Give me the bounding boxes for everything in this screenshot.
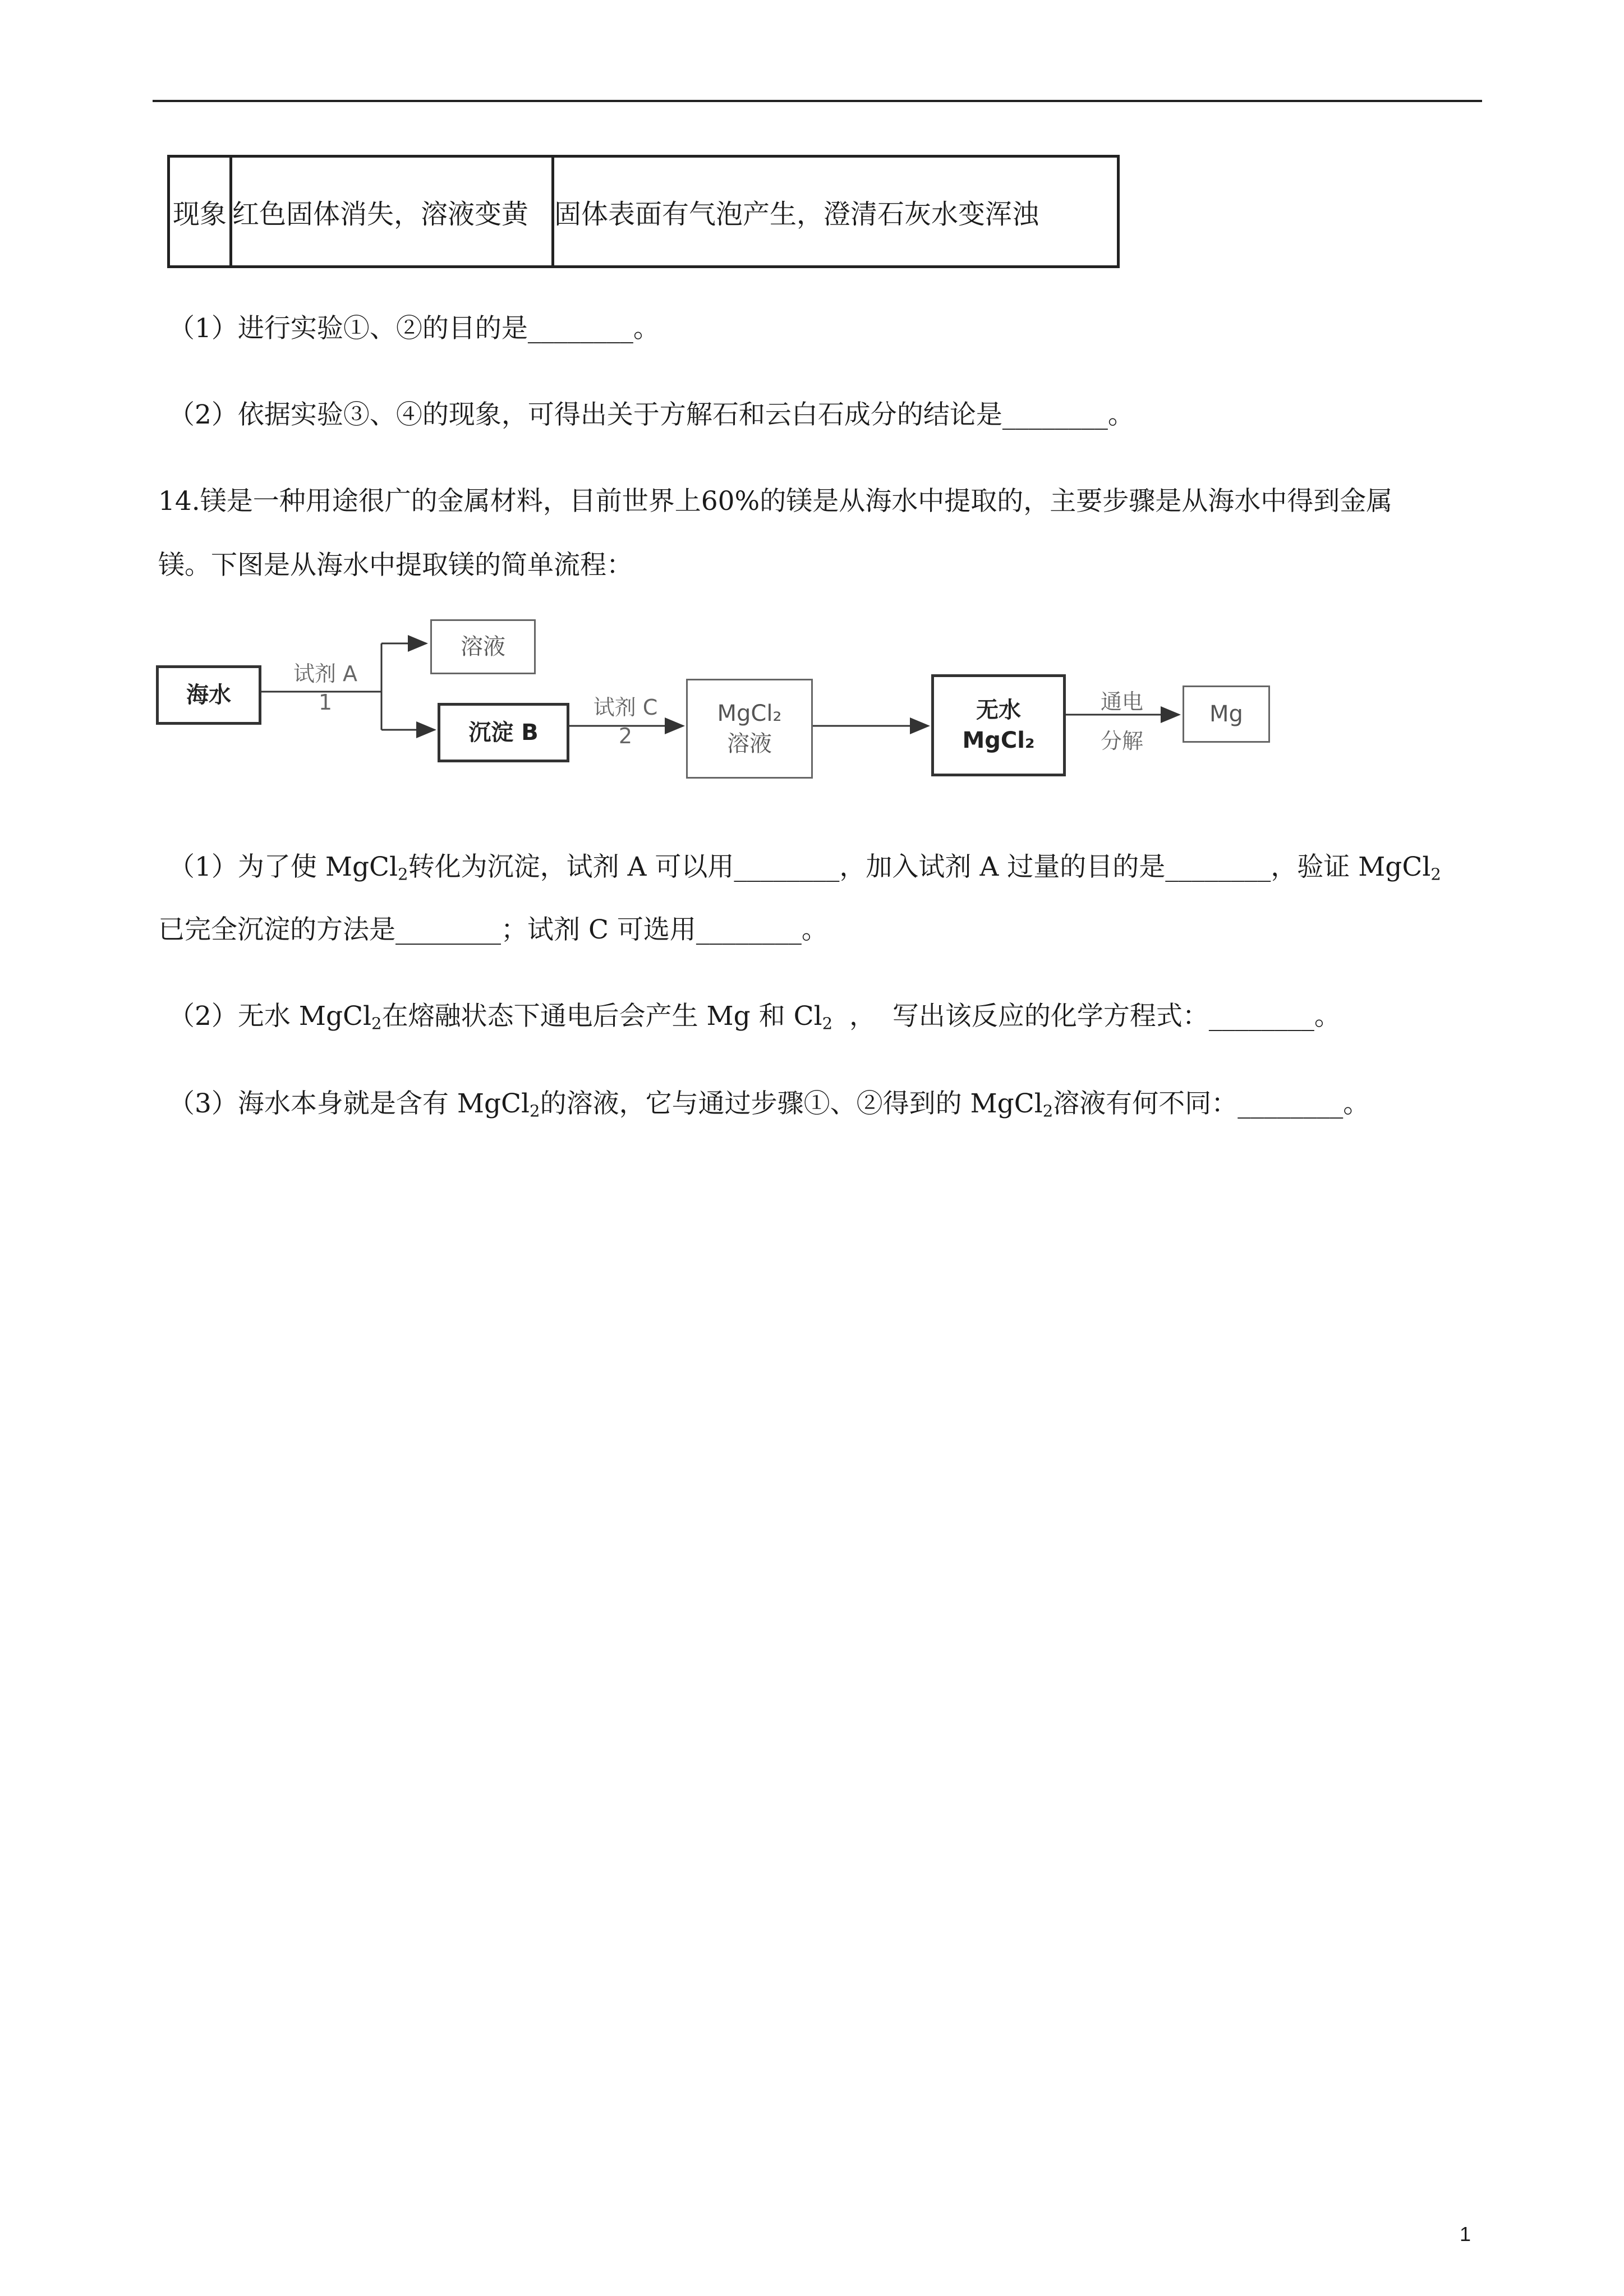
flow-box-seawater — [156, 665, 261, 725]
text-segment: （2）无水 MgCl — [168, 1001, 372, 1032]
flow-label-reagent-a: 试剂 A — [293, 661, 358, 686]
question-13-2: （2）依据实验③、④的现象，可得出关于方解石和云白石成分的结论是________。 — [168, 399, 1134, 430]
flow-box-solution — [430, 619, 536, 674]
flow-label-electrify: 通电 — [1100, 689, 1143, 714]
table-row-label: 现象 — [169, 157, 231, 267]
subscript: 2 — [1430, 864, 1441, 884]
text-segment: ， 写出该反应的化学方程式：________。 — [832, 1001, 1341, 1032]
page-number: 1 — [1460, 2223, 1471, 2246]
subscript: 2 — [371, 1014, 382, 1033]
flow-label-step2: 2 — [618, 724, 633, 748]
problem-14-q3 — [168, 1083, 1369, 1120]
flow-box-anhydrous-mgcl2 — [931, 674, 1066, 776]
subscript: 2 — [1042, 1101, 1053, 1121]
subscript: 2 — [530, 1101, 540, 1121]
question-13-1: （1）进行实验①、②的目的是________。 — [168, 313, 660, 344]
table-row — [169, 157, 1119, 267]
table-cell-observation-1: 红色固体消失，溶液变黄 — [231, 157, 553, 267]
flow-label-seawater: 海水 — [186, 682, 231, 708]
flow-label-anhydrous: 无水 — [976, 697, 1021, 723]
header-rule — [153, 100, 1482, 102]
flow-label-mgcl2: MgCl₂ — [717, 701, 782, 726]
flow-label-solution: 溶液 — [461, 634, 505, 660]
observation-table — [167, 155, 1120, 268]
flow-box-precipitate — [438, 703, 569, 762]
subscript: 2 — [398, 864, 408, 884]
problem-14-q1-line1 — [168, 846, 1441, 884]
problem-14-intro-line2: 镁。下图是从海水中提取镁的简单流程： — [158, 550, 633, 581]
text-segment: （3）海水本身就是含有 MgCl — [168, 1088, 530, 1119]
flow-label-reagent-c: 试剂 C — [593, 695, 658, 720]
subscript: 2 — [822, 1014, 833, 1033]
text-segment: 在熔融状态下通电后会产生 Mg 和 Cl — [381, 1001, 822, 1032]
flow-box-mg — [1183, 685, 1270, 743]
flow-label-step1: 1 — [318, 690, 333, 715]
flow-label-solution-2: 溶液 — [727, 731, 772, 757]
table-cell-observation-2: 固体表面有气泡产生，澄清石灰水变浑浊 — [553, 157, 1119, 267]
problem-14-intro-line1: 14.镁是一种用途很广的金属材料，目前世界上60%的镁是从海水中提取的，主要步骤是从海水中得到金属 — [158, 486, 1393, 517]
flow-label-decompose: 分解 — [1100, 729, 1143, 753]
text-segment: （1）为了使 MgCl — [168, 852, 398, 882]
flowchart — [151, 606, 1273, 791]
text-segment: 的溶液，它与通过步骤①、②得到的 MgCl — [540, 1088, 1043, 1119]
flow-label-precipitate: 沉淀 B — [468, 720, 539, 746]
problem-14-q2 — [168, 995, 1341, 1033]
text-segment: 溶液有何不同：________。 — [1053, 1088, 1370, 1119]
flow-label-mgcl2-anhydrous: MgCl₂ — [962, 728, 1035, 753]
problem-14-q1-line2: 已完全沉淀的方法是________；试剂 C 可选用________。 — [158, 914, 828, 945]
flow-box-mgcl2-solution — [686, 679, 813, 779]
text-segment: 转化为沉淀，试剂 A 可以用________，加入试剂 A 过量的目的是________，验证 MgCl — [408, 852, 1431, 882]
flow-label-mg: Mg — [1209, 701, 1243, 727]
